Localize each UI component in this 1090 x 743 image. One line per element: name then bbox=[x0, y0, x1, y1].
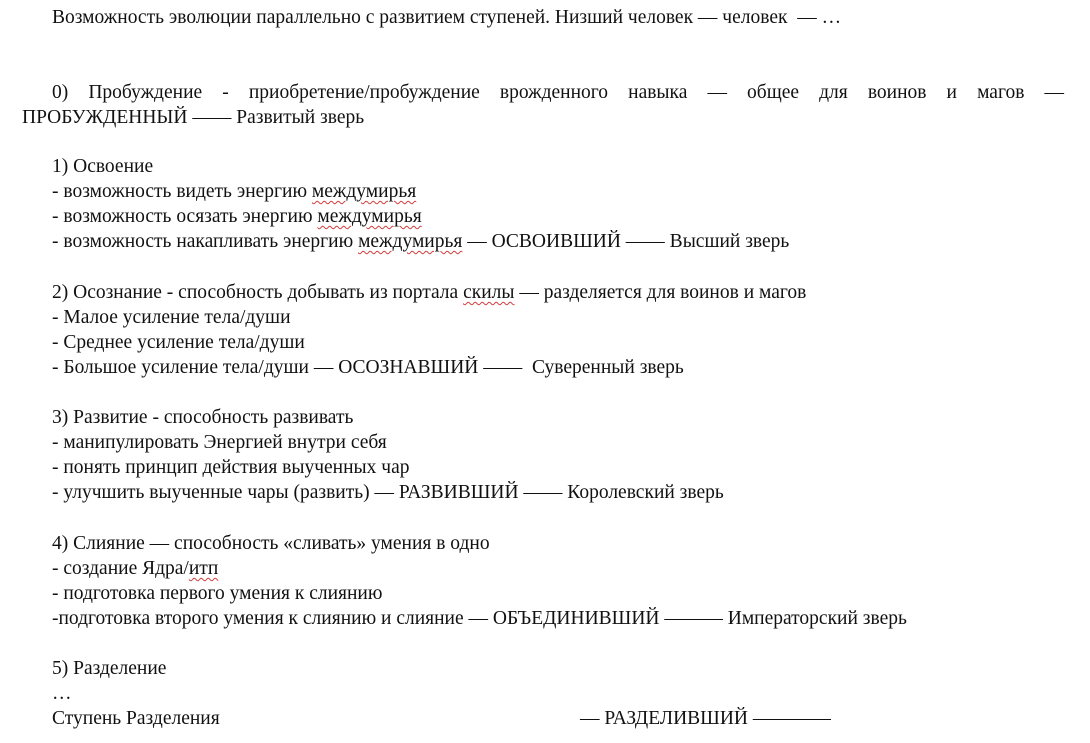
stage-5-ellipsis: … bbox=[52, 683, 72, 704]
stage-3-item-3: - улучшить выученные чары (развить) — РАЗВИВШИЙ —— Королевский зверь bbox=[52, 482, 724, 503]
item-text: - создание Ядра/ bbox=[52, 558, 189, 579]
stage-2-item-1: - Малое усиление тела/души bbox=[52, 307, 291, 328]
stage-2-item-2: - Среднее усиление тела/души bbox=[52, 332, 305, 353]
item-text: - возможность накапливать энергию bbox=[52, 231, 359, 252]
stage-1-item-2 bbox=[52, 204, 422, 229]
stage-1-item-3 bbox=[52, 229, 789, 254]
stage-4-item-2: - подготовка первого умения к слиянию bbox=[52, 583, 383, 604]
spellcheck-word: скилы bbox=[463, 282, 515, 303]
stage-2-title bbox=[52, 280, 806, 305]
stage-5-label: Ступень Разделения bbox=[52, 708, 220, 729]
stage-4-item-1 bbox=[52, 556, 218, 581]
item-text: - возможность осязать энергию bbox=[52, 206, 318, 227]
intro-paragraph: Возможность эволюции параллельно с развитием ступеней. Низший человек — человек — … bbox=[52, 7, 842, 28]
spellcheck-word: итп bbox=[188, 558, 219, 579]
stage-2-item-3: - Большое усиление тела/души — ОСОЗНАВШИЙ —— Суверенный зверь bbox=[52, 357, 684, 378]
stage-5-title: 5) Разделение bbox=[52, 658, 167, 679]
stage-5-value: — РАЗДЕЛИВШИЙ ———— bbox=[580, 708, 831, 729]
spellcheck-word: междумирья bbox=[317, 206, 422, 227]
stage-3-item-2: - понять принцип действия выученных чар bbox=[52, 457, 410, 478]
stage-1-title: 1) Освоение bbox=[52, 156, 154, 177]
stage-0-line-1: 0) Пробуждение - приобретение/пробуждение врожденного навыка — общее для воинов и магов — bbox=[52, 82, 1064, 103]
item-text: - возможность видеть энергию bbox=[52, 181, 312, 202]
spellcheck-word: междумирья bbox=[358, 231, 463, 252]
title-text-tail: — разделяется для воинов и магов bbox=[514, 282, 807, 303]
stage-3-title: 3) Развитие - способность развивать bbox=[52, 407, 354, 428]
stage-3-item-1: - манипулировать Энергией внутри себя bbox=[52, 432, 387, 453]
stage-1-item-1 bbox=[52, 179, 416, 204]
stage-4-item-3: -подготовка второго умения к слиянию и слияние — ОБЪЕДИНИВШИЙ ——— Императорский зверь bbox=[52, 608, 907, 629]
title-text: 2) Осознание - способность добывать из портала bbox=[52, 282, 464, 303]
stage-4-title: 4) Слияние — способность «сливать» умения в одно bbox=[52, 533, 490, 554]
spellcheck-word: междумирья bbox=[311, 181, 417, 202]
stage-0-line-2: ПРОБУЖДЕННЫЙ —— Развитый зверь bbox=[22, 107, 365, 128]
item-text-tail: — ОСВОИВШИЙ —— Высший зверь bbox=[462, 231, 790, 252]
